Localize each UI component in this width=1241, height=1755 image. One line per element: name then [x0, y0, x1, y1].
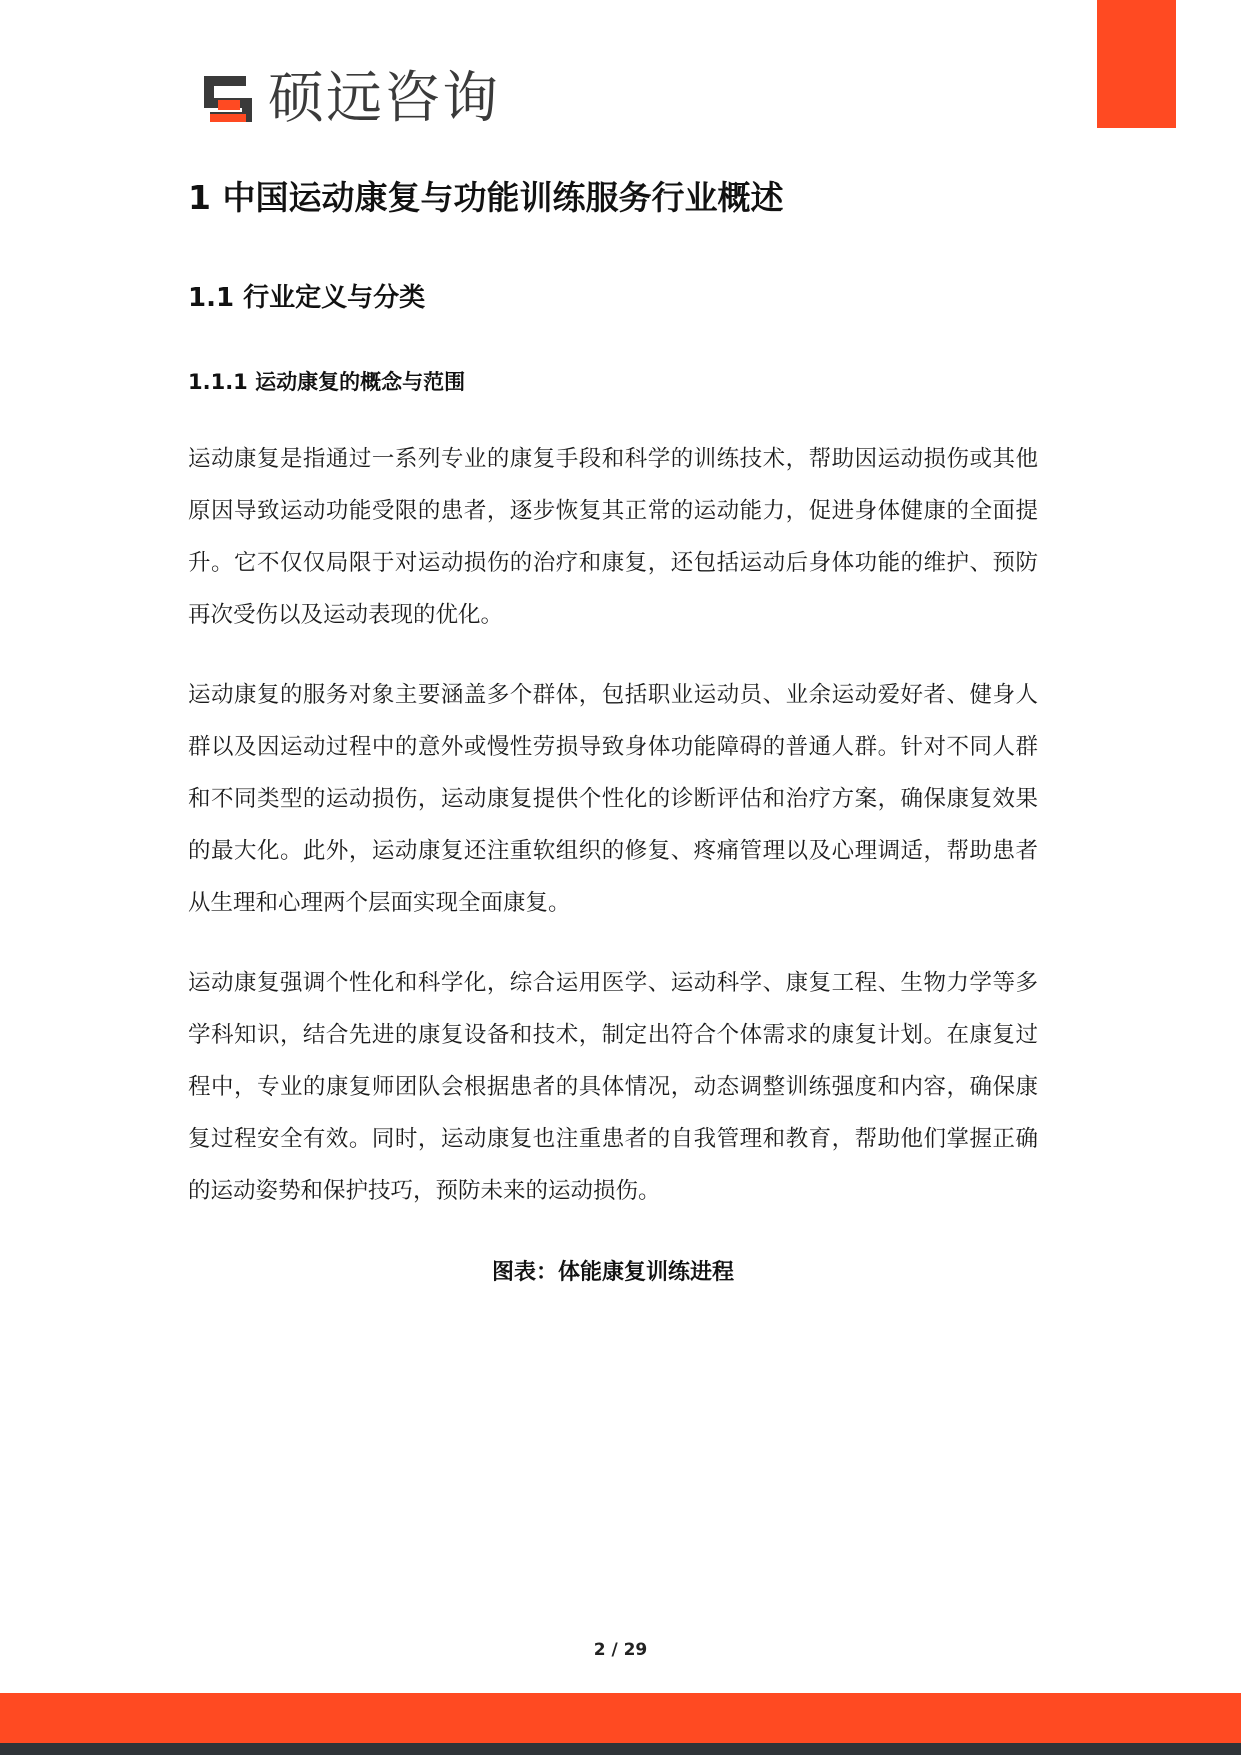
chapter-heading: 1 中国运动康复与功能训练服务行业概述 — [188, 178, 784, 217]
section-heading: 1.1 行业定义与分类 — [188, 283, 426, 313]
subsection-heading: 1.1.1 运动康复的概念与范围 — [188, 370, 466, 394]
body-paragraph: 运动康复的服务对象主要涵盖多个群体，包括职业运动员、业余运动爱好者、健身人群以及因运动过程中的意外或慢性劳损导致身体功能障碍的普通人群。针对不同人群和不同类型的运动损伤，运动康复提供个性化的诊断评估和治疗方案，确保康复效果的最大化。此外，运动康复还注重软组织的修复、疼痛管理以及心理调适，帮助患者从生理和心理两个层面实现全面康复。 — [188, 682, 1038, 916]
logo-text: 硕远咨询 — [268, 66, 500, 131]
figure-caption: 图表：体能康复训练进程 — [491, 1260, 734, 1285]
company-logo — [200, 68, 500, 130]
corner-accent-tab — [1097, 0, 1176, 128]
body-paragraph: 运动康复是指通过一系列专业的康复手段和科学的训练技术，帮助因运动损伤或其他原因导致运动功能受限的患者，逐步恢复其正常的运动能力，促进身体健康的全面提升。它不仅仅局限于对运动损伤的治疗和康复，还包括运动后身体功能的维护、预防再次受伤以及运动表现的优化。 — [188, 446, 1038, 628]
body-paragraph: 运动康复强调个性化和科学化，综合运用医学、运动科学、康复工程、生物力学等多学科知识，结合先进的康复设备和技术，制定出符合个体需求的康复计划。在康复过程中，专业的康复师团队会根据患者的具体情况，动态调整训练强度和内容，确保康复过程安全有效。同时，运动康复也注重患者的自我管理和教育，帮助他们掌握正确的运动姿势和保护技巧，预防未来的运动损伤。 — [188, 970, 1038, 1204]
footer-accent-bar — [0, 1693, 1241, 1743]
logo-mark-icon — [200, 70, 258, 128]
footer-dark-strip — [0, 1743, 1241, 1755]
page-number: 2 / 29 — [593, 1640, 648, 1660]
